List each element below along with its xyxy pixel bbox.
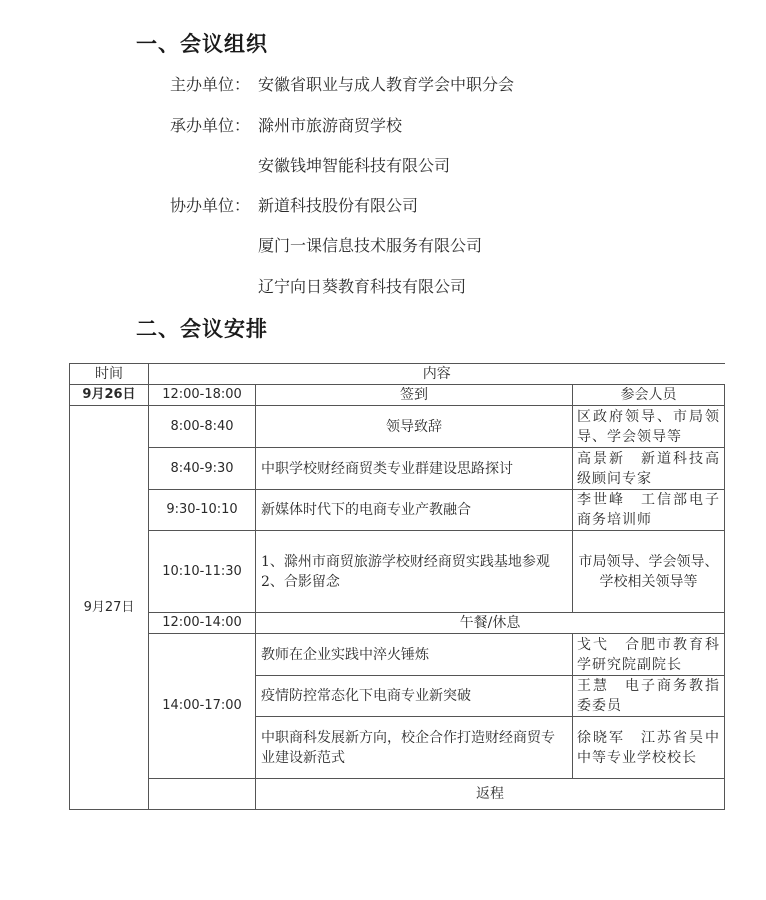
content-cell: 疫情防控常态化下电商专业新突破 (256, 676, 573, 717)
table-row (70, 613, 725, 634)
organizer-value: 新道科技股份有限公司 (258, 196, 419, 215)
table-row (70, 385, 725, 406)
header-content: 内容 (149, 364, 725, 385)
content-cell: 中职商科发展新方向，校企合作打造财经商贸专业建设新范式 (256, 717, 573, 779)
schedule-table (69, 363, 725, 810)
date-cell: 9月26日 (70, 385, 149, 406)
guest-cell: 王慧 电子商务教指委委员 (573, 676, 725, 717)
organizer-value: 安徽省职业与成人教育学会中职分会 (258, 75, 515, 94)
table-row (70, 531, 725, 613)
table-row (70, 634, 725, 676)
time-cell: 9:30-10:10 (149, 490, 256, 531)
guest-cell: 参会人员 (573, 385, 725, 406)
table-row (70, 406, 725, 448)
content-cell: 新媒体时代下的电商专业产教融合 (256, 490, 573, 531)
header-time: 时间 (70, 364, 149, 385)
time-cell: 8:40-9:30 (149, 448, 256, 490)
guest-cell: 徐晓军 江苏省吴中中等专业学校校长 (573, 717, 725, 779)
guest-cell: 高景新 新道科技高级顾问专家 (573, 448, 725, 490)
content-cell: 中职学校财经商贸类专业群建设思路探讨 (256, 448, 573, 490)
guest-cell: 戈弋 合肥市教育科学研究院副院长 (573, 634, 725, 676)
time-cell: 12:00-14:00 (149, 613, 256, 634)
organizer-value: 厦门一课信息技术服务有限公司 (258, 236, 483, 255)
organizer-value: 辽宁向日葵教育科技有限公司 (258, 277, 467, 296)
time-cell: 14:00-17:00 (149, 634, 256, 779)
content-cell: 签到 (256, 385, 573, 406)
content-cell: 午餐/休息 (256, 613, 725, 634)
time-cell (149, 779, 256, 810)
guest-cell: 区政府领导、市局领导、学会领导等 (573, 406, 725, 448)
organizer-value: 滁州市旅游商贸学校 (258, 116, 403, 135)
content-cell: 领导致辞 (256, 406, 573, 448)
organizer-value: 安徽钱坤智能科技有限公司 (258, 156, 451, 175)
section-heading-schedule: 二、会议安排 (136, 317, 268, 341)
organizer-label: 协办单位： (170, 196, 251, 215)
content-cell (256, 531, 573, 613)
time-cell: 10:10-11:30 (149, 531, 256, 613)
organizer-label: 承办单位： (170, 116, 251, 135)
guest-cell: 李世峰 工信部电子商务培训师 (573, 490, 725, 531)
organizer-label: 主办单位： (170, 75, 251, 94)
content-line: 1、滁州市商贸旅游学校财经商贸实践基地参观 (261, 553, 550, 570)
time-cell: 12:00-18:00 (149, 385, 256, 406)
table-row (70, 490, 725, 531)
time-cell: 8:00-8:40 (149, 406, 256, 448)
table-row (70, 779, 725, 810)
table-header-row (70, 364, 725, 385)
table-row (70, 448, 725, 490)
content-line: 2、合影留念 (261, 573, 340, 590)
content-cell: 教师在企业实践中淬火锤炼 (256, 634, 573, 676)
guest-cell: 市局领导、学会领导、学校相关领导等 (573, 531, 725, 613)
date-cell: 9月27日 (70, 406, 149, 810)
section-heading-organization: 一、会议组织 (136, 32, 268, 56)
content-cell: 返程 (256, 779, 725, 810)
